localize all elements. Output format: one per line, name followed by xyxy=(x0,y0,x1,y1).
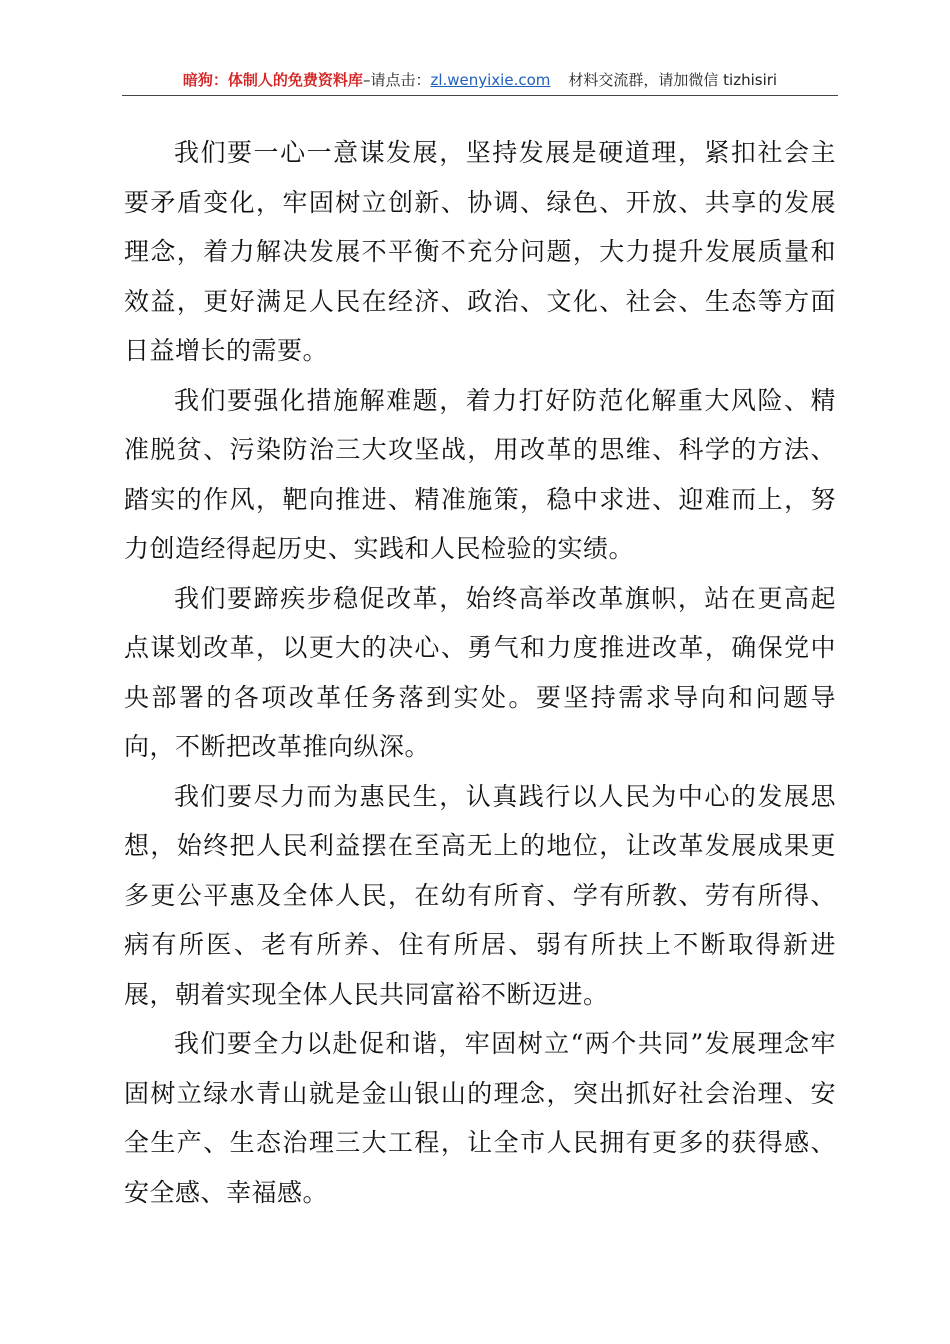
document-body xyxy=(124,128,836,1217)
paragraph-reform: 我们要蹄疾步稳促改革，始终高举改革旗帜，站在更高起点谋划改革，以更大的决心、勇气和力度推进改革，确保党中央部署的各项改革任务落到实处。要坚持需求导向和问题导向，不断把改革推向纵深。 xyxy=(124,583,836,761)
paragraph-problems: 我们要强化措施解难题，着力打好防范化解重大风险、精准脱贫、污染防治三大攻坚战，用改革的思维、科学的方法、踏实的作风，靶向推进、精准施策，稳中求进、迎难而上，努力创造经得起历史、实践和人民检验的实绩。 xyxy=(124,385,836,563)
header-link[interactable]: zl.wenyixie.com xyxy=(430,71,551,89)
header-wechat-text: 材料交流群，请加微信 tizhisiri xyxy=(568,71,778,89)
paragraph-development: 我们要一心一意谋发展，坚持发展是硬道理，紧扣社会主要矛盾变化，牢固树立创新、协调、绿色、开放、共享的发展理念，着力解决发展不平衡不充分问题，大力提升发展质量和效益，更好满足人民在经济、政治、文化、社会、生态等方面日益增长的需要。 xyxy=(124,138,836,365)
paragraph-livelihood: 我们要尽力而为惠民生，认真践行以人民为中心的发展思想，始终把人民利益摆在至高无上的地位，让改革发展成果更多更公平惠及全体人民，在幼有所育、学有所教、劳有所得、病有所医、老有所养、住有所居、弱有所扶上不断取得新进展，朝着实现全体人民共同富裕不断迈进。 xyxy=(124,781,836,1009)
header-click-text: –请点击： xyxy=(362,71,431,89)
header-title: 暗狗：体制人的免费资料库 xyxy=(182,71,363,89)
paragraph-harmony: 我们要全力以赴促和谐，牢固树立“两个共同”发展理念牢固树立绿水青山就是金山银山的理念，突出抓好社会治理、安全生产、生态治理三大工程，让全市人民拥有更多的获得感、安全感、幸福感。 xyxy=(124,1029,836,1207)
page-header xyxy=(122,66,838,96)
